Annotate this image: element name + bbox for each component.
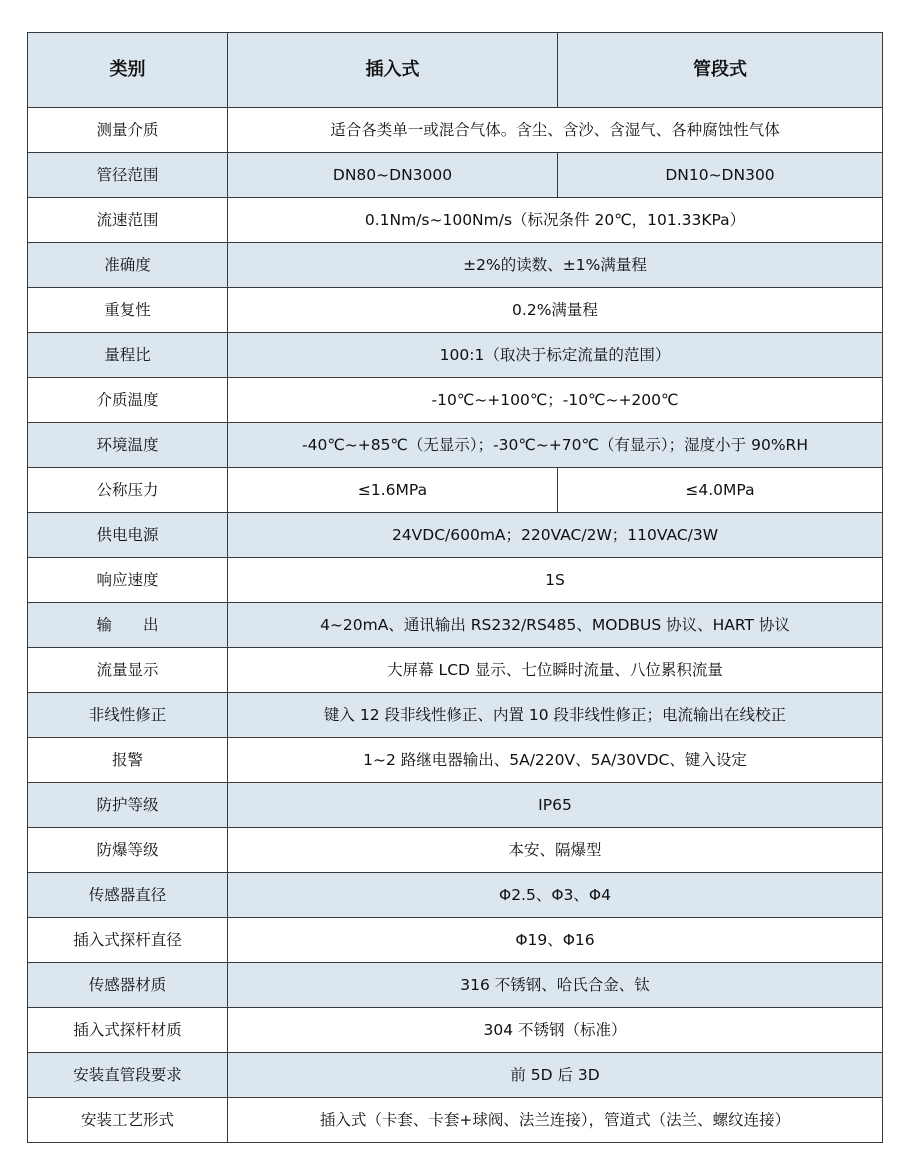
table-row bbox=[28, 378, 883, 423]
table-row bbox=[28, 243, 883, 288]
row-label: 重复性 bbox=[28, 288, 228, 333]
table-row bbox=[28, 288, 883, 333]
row-value-insertion: DN80~DN3000 bbox=[228, 153, 558, 198]
row-label: 测量介质 bbox=[28, 108, 228, 153]
row-value: 插入式（卡套、卡套+球阀、法兰连接），管道式（法兰、螺纹连接） bbox=[228, 1098, 883, 1143]
table-row bbox=[28, 873, 883, 918]
row-label: 传感器材质 bbox=[28, 963, 228, 1008]
table-row bbox=[28, 153, 883, 198]
row-label: 介质温度 bbox=[28, 378, 228, 423]
header-category: 类别 bbox=[28, 33, 228, 108]
row-value: 1~2 路继电器输出、5A/220V、5A/30VDC、键入设定 bbox=[228, 738, 883, 783]
table-row bbox=[28, 1098, 883, 1143]
row-value: 304 不锈钢（标准） bbox=[228, 1008, 883, 1053]
row-label: 插入式探杆材质 bbox=[28, 1008, 228, 1053]
table-row bbox=[28, 108, 883, 153]
row-value-insertion: ≤1.6MPa bbox=[228, 468, 558, 513]
row-value: IP65 bbox=[228, 783, 883, 828]
row-label: 防护等级 bbox=[28, 783, 228, 828]
row-value: Φ19、Φ16 bbox=[228, 918, 883, 963]
table-row bbox=[28, 333, 883, 378]
row-value: 本安、隔爆型 bbox=[228, 828, 883, 873]
row-label: 输 出 bbox=[28, 603, 228, 648]
row-label: 响应速度 bbox=[28, 558, 228, 603]
row-value: 4~20mA、通讯输出 RS232/RS485、MODBUS 协议、HART 协议 bbox=[228, 603, 883, 648]
table-row bbox=[28, 468, 883, 513]
table-row bbox=[28, 558, 883, 603]
row-value: -40℃~+85℃（无显示）；-30℃~+70℃（有显示）；湿度小于 90%RH bbox=[228, 423, 883, 468]
row-label: 供电电源 bbox=[28, 513, 228, 558]
row-value: 适合各类单一或混合气体。含尘、含沙、含湿气、各种腐蚀性气体 bbox=[228, 108, 883, 153]
row-label: 公称压力 bbox=[28, 468, 228, 513]
row-value: 键入 12 段非线性修正、内置 10 段非线性修正；电流输出在线校正 bbox=[228, 693, 883, 738]
row-value-pipe: DN10~DN300 bbox=[558, 153, 883, 198]
row-label: 管径范围 bbox=[28, 153, 228, 198]
table-row bbox=[28, 783, 883, 828]
row-value: 316 不锈钢、哈氏合金、钛 bbox=[228, 963, 883, 1008]
row-label: 流速范围 bbox=[28, 198, 228, 243]
row-label: 插入式探杆直径 bbox=[28, 918, 228, 963]
row-value: 0.1Nm/s~100Nm/s（标况条件 20℃，101.33KPa） bbox=[228, 198, 883, 243]
row-value: ±2%的读数、±1%满量程 bbox=[228, 243, 883, 288]
row-value-pipe: ≤4.0MPa bbox=[558, 468, 883, 513]
row-label: 准确度 bbox=[28, 243, 228, 288]
header-pipe-section: 管段式 bbox=[558, 33, 883, 108]
row-value: 0.2%满量程 bbox=[228, 288, 883, 333]
spec-table bbox=[27, 32, 883, 1143]
row-value: Φ2.5、Φ3、Φ4 bbox=[228, 873, 883, 918]
table-row bbox=[28, 513, 883, 558]
row-value: 1S bbox=[228, 558, 883, 603]
table-row bbox=[28, 1053, 883, 1098]
table-row bbox=[28, 603, 883, 648]
row-value: 前 5D 后 3D bbox=[228, 1053, 883, 1098]
table-row bbox=[28, 1008, 883, 1053]
row-label: 环境温度 bbox=[28, 423, 228, 468]
row-label: 安装工艺形式 bbox=[28, 1098, 228, 1143]
row-value: 24VDC/600mA；220VAC/2W；110VAC/3W bbox=[228, 513, 883, 558]
header-row bbox=[28, 33, 883, 108]
table-row bbox=[28, 648, 883, 693]
row-value: 大屏幕 LCD 显示、七位瞬时流量、八位累积流量 bbox=[228, 648, 883, 693]
table-row bbox=[28, 738, 883, 783]
row-value: -10℃~+100℃；-10℃~+200℃ bbox=[228, 378, 883, 423]
table-row bbox=[28, 198, 883, 243]
table-row bbox=[28, 693, 883, 738]
row-label: 安装直管段要求 bbox=[28, 1053, 228, 1098]
row-label: 报警 bbox=[28, 738, 228, 783]
table-row bbox=[28, 918, 883, 963]
header-insertion: 插入式 bbox=[228, 33, 558, 108]
table-row bbox=[28, 423, 883, 468]
row-label: 非线性修正 bbox=[28, 693, 228, 738]
row-label: 传感器直径 bbox=[28, 873, 228, 918]
table-row bbox=[28, 963, 883, 1008]
row-label: 量程比 bbox=[28, 333, 228, 378]
row-value: 100:1（取决于标定流量的范围） bbox=[228, 333, 883, 378]
row-label: 流量显示 bbox=[28, 648, 228, 693]
table-row bbox=[28, 828, 883, 873]
row-label: 防爆等级 bbox=[28, 828, 228, 873]
